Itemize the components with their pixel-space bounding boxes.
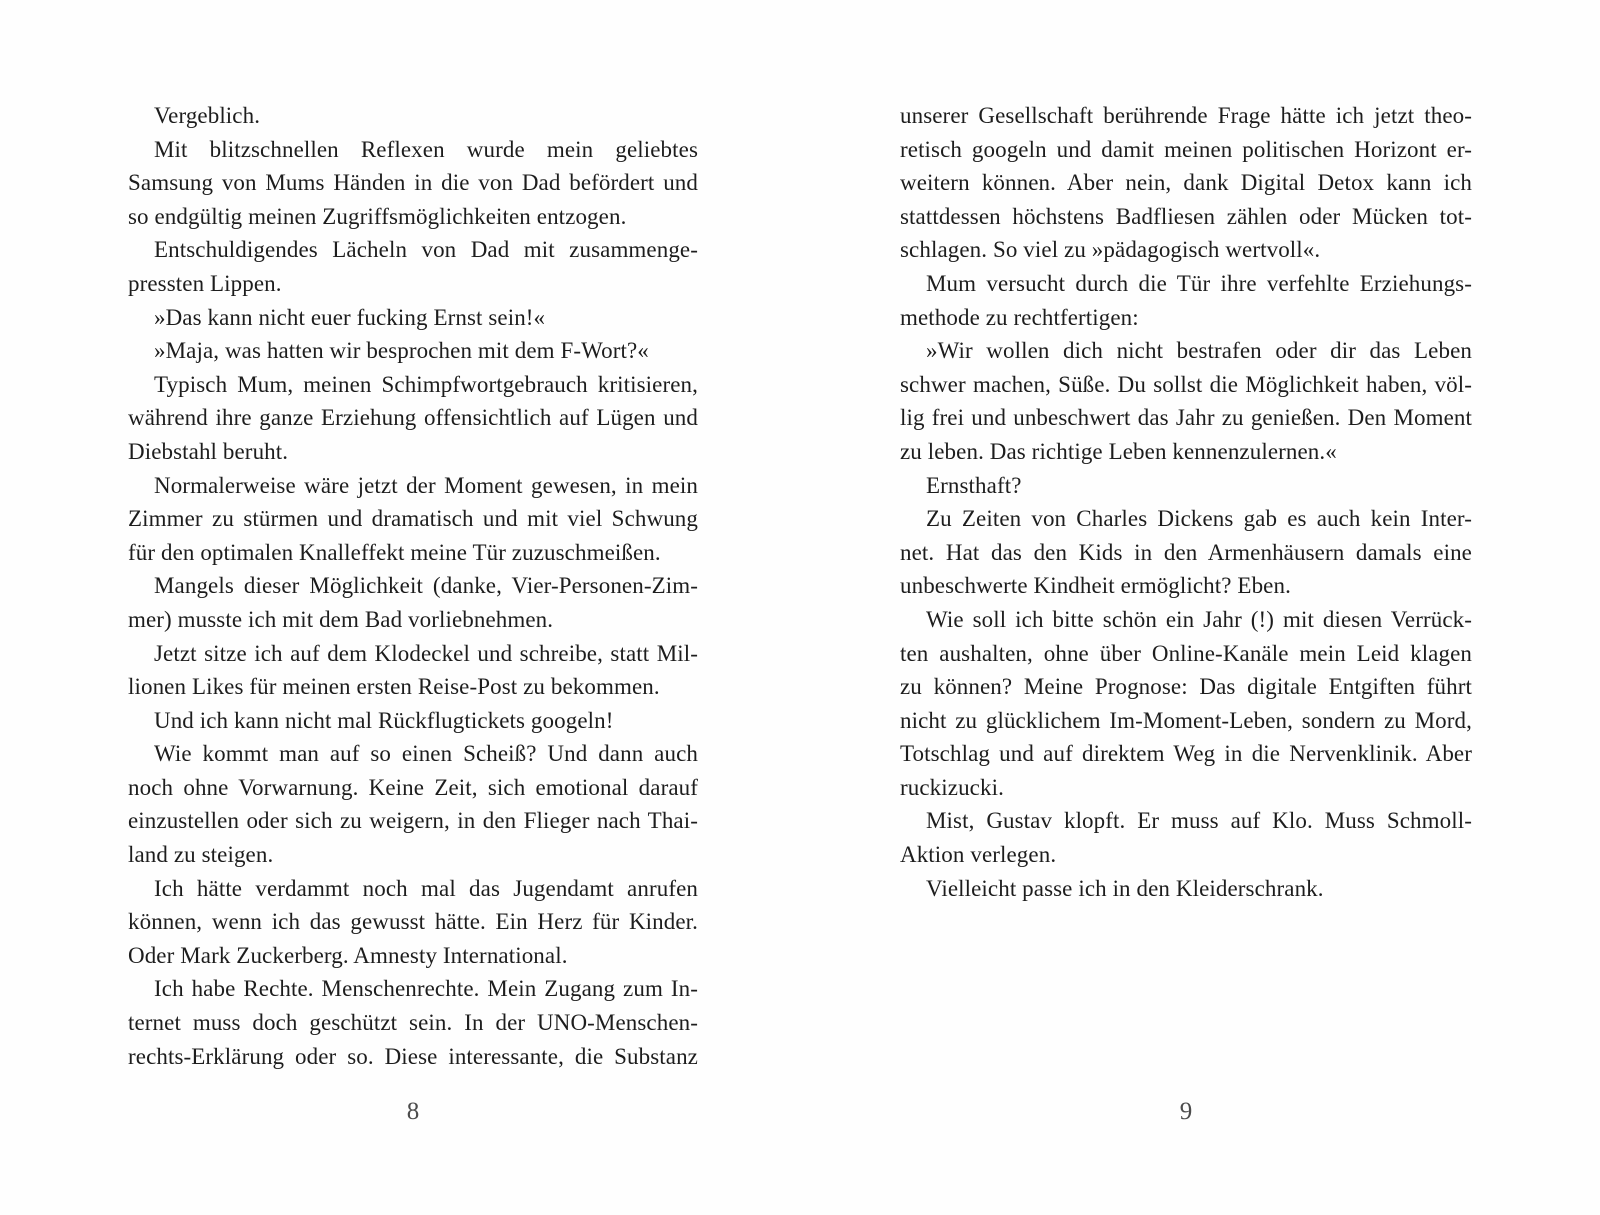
page-left-text-column	[128, 99, 698, 1073]
text-line: Zimmer zu stürmen und dramatisch und mit viel Schwung	[128, 506, 698, 532]
text-line: pressten Lippen.	[128, 270, 282, 296]
text-line: Entschuldigendes Lächeln von Dad mit zusammenge-	[154, 237, 698, 263]
text-line: Mum versucht durch die Tür ihre verfehlte Erziehungs-	[926, 270, 1472, 296]
text-line: für den optimalen Knalleffekt meine Tür zuzuschmeißen.	[128, 539, 661, 565]
text-line: »Das kann nicht euer fucking Ernst sein!«	[154, 304, 546, 330]
text-line: retisch googeln und damit meinen politischen Horizont er-	[900, 136, 1472, 162]
text-line: Typisch Mum, meinen Schimpfwortgebrauch kritisieren,	[154, 371, 698, 397]
text-line: methode zu rechtfertigen:	[900, 304, 1139, 330]
text-line: Mit blitzschnellen Reflexen wurde mein geliebtes	[154, 136, 698, 162]
text-line: unserer Gesellschaft berührende Frage hätte ich jetzt theo-	[900, 103, 1472, 128]
text-line: Samsung von Mums Händen in die von Dad befördert und	[128, 170, 698, 196]
text-line: Wie kommt man auf so einen Scheiß? Und dann auch	[154, 741, 698, 767]
text-line: zu können? Meine Prognose: Das digitale Entgiften führt	[900, 674, 1472, 700]
text-line: schlagen. So viel zu »pädagogisch wertvoll«.	[900, 237, 1321, 263]
text-line: ruckizucki.	[900, 774, 1004, 800]
text-line: ten aushalten, ohne über Online-Kanäle mein Leid klagen	[900, 640, 1472, 666]
text-line: lig frei und unbeschwert das Jahr zu genießen. Den Moment	[900, 405, 1472, 431]
text-line: Ich hätte verdammt noch mal das Jugendamt anrufen	[154, 875, 698, 901]
text-line: weitern können. Aber nein, dank Digital Detox kann ich	[900, 170, 1472, 196]
text-line: schwer machen, Süße. Du sollst die Möglichkeit haben, völ-	[900, 371, 1472, 397]
text-line: rechts-Erklärung oder so. Diese interessante, die Substanz	[128, 1043, 698, 1069]
page-left	[128, 0, 698, 1215]
text-line: Ich habe Rechte. Menschenrechte. Mein Zugang zum In-	[154, 976, 698, 1002]
text-line: Zu Zeiten von Charles Dickens gab es auch kein Inter-	[926, 506, 1472, 532]
text-line: Vielleicht passe ich in den Kleiderschrank.	[926, 875, 1324, 901]
text-line: Mist, Gustav klopft. Er muss auf Klo. Muss Schmoll-	[926, 808, 1472, 834]
text-line: nicht zu glücklichem Im-Moment-Leben, sondern zu Mord,	[900, 707, 1472, 733]
text-line: Ernsthaft?	[926, 472, 1022, 498]
text-line: einzustellen oder sich zu weigern, in den Flieger nach Thai-	[128, 808, 698, 834]
page-right	[900, 0, 1472, 1215]
page-number-right: 9	[1179, 1098, 1193, 1125]
text-line: können, wenn ich das gewusst hätte. Ein Herz für Kinder.	[128, 909, 698, 935]
text-line: Oder Mark Zuckerberg. Amnesty International.	[128, 942, 568, 968]
text-line: land zu steigen.	[128, 842, 274, 868]
text-line: »Maja, was hatten wir besprochen mit dem F-Wort?«	[154, 338, 649, 364]
text-line: »Wir wollen dich nicht bestrafen oder dir das Leben	[926, 338, 1472, 364]
text-line: Wie soll ich bitte schön ein Jahr (!) mit diesen Verrück-	[926, 606, 1472, 632]
text-line: lionen Likes für meinen ersten Reise-Post zu bekommen.	[128, 674, 660, 700]
text-line: stattdessen höchstens Badfliesen zählen oder Mücken tot-	[900, 203, 1472, 229]
text-line: zu leben. Das richtige Leben kennenzulernen.«	[900, 438, 1337, 464]
text-line: Aktion verlegen.	[900, 842, 1057, 868]
text-line: Mangels dieser Möglichkeit (danke, Vier-Personen-Zim-	[154, 573, 698, 599]
text-line: während ihre ganze Erziehung offensichtlich auf Lügen und	[128, 405, 698, 431]
page-right-text-column	[900, 99, 1472, 905]
text-line: ternet muss doch geschützt sein. In der UNO-Menschen-	[128, 1010, 698, 1036]
text-line: Jetzt sitze ich auf dem Klodeckel und schreibe, statt Mil-	[154, 640, 698, 666]
text-line: Vergeblich.	[154, 103, 261, 128]
text-line: mer) musste ich mit dem Bad vorliebnehmen.	[128, 606, 554, 632]
text-line: Und ich kann nicht mal Rückflugtickets googeln!	[154, 707, 614, 733]
page-number-left: 8	[406, 1098, 420, 1125]
text-line: noch ohne Vorwarnung. Keine Zeit, sich emotional darauf	[128, 774, 698, 800]
text-line: unbeschwerte Kindheit ermöglicht? Eben.	[900, 573, 1291, 599]
text-line: Diebstahl beruht.	[128, 438, 289, 464]
text-line: Totschlag und auf direktem Weg in die Nervenklinik. Aber	[900, 741, 1472, 767]
text-line: net. Hat das den Kids in den Armenhäusern damals eine	[900, 539, 1472, 565]
text-line: so endgültig meinen Zugriffsmöglichkeiten entzogen.	[128, 203, 627, 229]
text-line: Normalerweise wäre jetzt der Moment gewesen, in mein	[154, 472, 698, 498]
